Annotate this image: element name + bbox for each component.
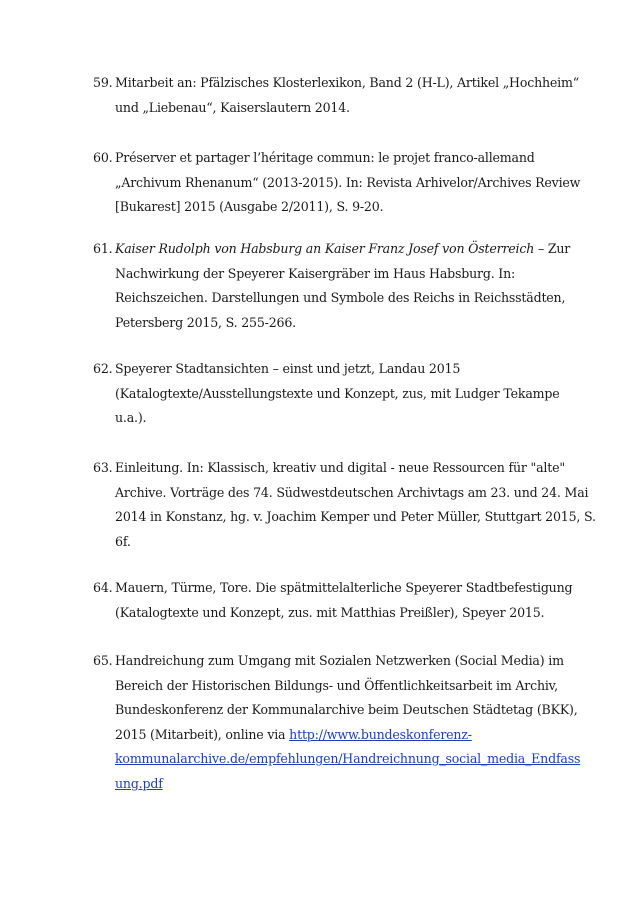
- entry-number: 61.: [93, 241, 113, 256]
- entry-title-continuation: – Zur: [534, 241, 571, 256]
- entry-number: 64.: [93, 580, 113, 595]
- entry-number: 59.: [93, 75, 113, 90]
- entry-line: Handreichung zum Umgang mit Sozialen Netzwerken (Social Media) im: [115, 653, 564, 668]
- bibliography-entry-62: [93, 357, 563, 431]
- entry-line: Speyerer Stadtansichten – einst und jetzt, Landau 2015: [115, 361, 461, 376]
- entry-number: 63.: [93, 460, 113, 475]
- entry-line: u.a.).: [115, 410, 147, 426]
- entry-line: (Katalogtexte/Ausstellungstexte und Konzept, zus, mit Ludger Tekampe: [115, 385, 560, 401]
- bkk-url-link-end[interactable]: ung.pdf: [115, 775, 163, 791]
- entry-number: 65.: [93, 653, 113, 668]
- bibliography-entry-60: [93, 146, 581, 220]
- entry-line: Bereich der Historischen Bildungs- und Öffentlichkeitsarbeit im Archiv,: [115, 677, 558, 693]
- entry-line: [93, 747, 581, 772]
- entry-line: [93, 772, 563, 797]
- bibliography-entry-63: [93, 456, 596, 554]
- entry-line: und „Liebenau“, Kaiserslautern 2014.: [115, 99, 350, 115]
- entry-line: 2014 in Konstanz, hg. v. Joachim Kemper und Peter Müller, Stuttgart 2015, S.: [115, 509, 596, 525]
- entry-line: Mitarbeit an: Pfälzisches Klosterlexikon, Band 2 (H-L), Artikel „Hochheim“: [115, 75, 579, 90]
- bkk-url-link[interactable]: http://www.bundeskonferenz-: [289, 726, 472, 742]
- entry-italic-title: Kaiser Rudolph von Habsburg an Kaiser Franz Josef von Österreich: [115, 241, 535, 256]
- bkk-url-link-continuation[interactable]: kommunalarchive.de/empfehlungen/Handreichnung_social_media_Endfass: [115, 751, 581, 767]
- entry-line: [93, 237, 571, 262]
- entry-line: (Katalogtexte und Konzept, zus. mit Matthias Preißler), Speyer 2015.: [115, 604, 545, 620]
- entry-number: 60.: [93, 150, 113, 165]
- entry-line: Nachwirkung der Speyerer Kaisergräber im Haus Habsburg. In:: [115, 265, 516, 281]
- entry-line: Bundeskonferenz der Kommunalarchive beim Deutschen Städtetag (BKK),: [115, 702, 578, 718]
- entry-number: 62.: [93, 361, 113, 376]
- entry-line: Petersberg 2015, S. 255-266.: [115, 314, 296, 330]
- entry-text: 2015 (Mitarbeit), online via: [115, 726, 290, 742]
- entry-line: Archive. Vorträge des 74. Südwestdeutschen Archivtags am 23. und 24. Mai: [115, 484, 589, 500]
- entry-line: [93, 723, 563, 748]
- entry-line: Mauern, Türme, Tore. Die spätmittelalterliche Speyerer Stadtbefestigung: [115, 580, 573, 595]
- entry-line: Reichszeichen. Darstellungen und Symbole des Reichs in Reichsstädten,: [115, 290, 566, 306]
- bibliography-entry-65: [93, 649, 581, 797]
- entry-line: Préserver et partager l’héritage commun: le projet franco-allemand: [115, 150, 535, 165]
- entry-line: „Archivum Rhenanum“ (2013-2015). In: Revista Arhivelor/Archives Review: [115, 174, 581, 190]
- entry-line: [Bukarest] 2015 (Ausgabe 2/2011), S. 9-20.: [115, 199, 384, 215]
- entry-line: Einleitung. In: Klassisch, kreativ und digital - neue Ressourcen für "alte": [115, 460, 565, 475]
- bibliography-entry-61: [93, 237, 571, 335]
- bibliography-entry-59: [93, 71, 579, 120]
- entry-line: 6f.: [115, 533, 131, 549]
- bibliography-entry-64: [93, 576, 573, 625]
